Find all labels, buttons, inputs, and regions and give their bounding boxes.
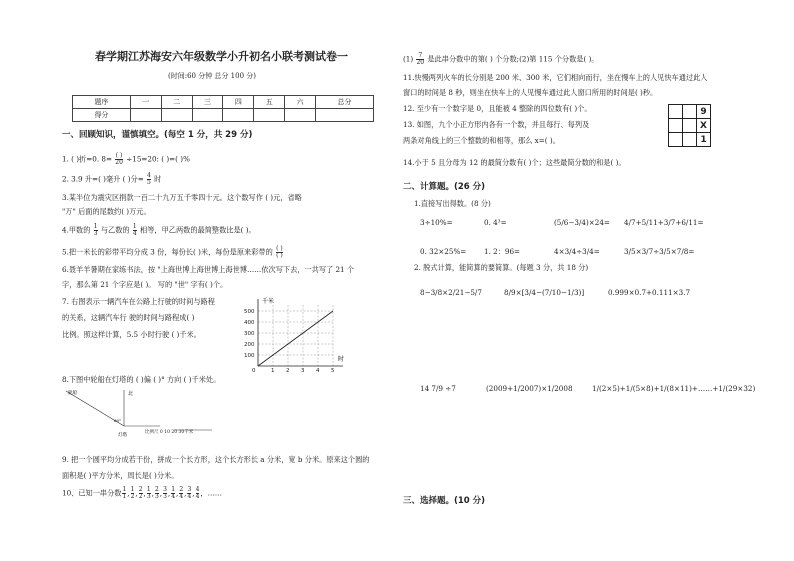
svg-text:400: 400 <box>244 320 255 326</box>
fraction: $\frac{2}{2}$ <box>138 486 143 500</box>
fraction: $\frac{1}{4}$ <box>171 486 176 500</box>
q12: 12. 至少有一个数字是 0，且能被 4 整除的四位数有( )个。 <box>403 104 592 113</box>
grid-cell: 9 <box>697 105 711 119</box>
page-subtitle: (时间:60 分钟 总分 100 分) <box>168 72 256 80</box>
section2-title: 二、计算题。(26 分) <box>403 182 486 192</box>
score-value-cell <box>254 109 285 122</box>
scale-label: 比例尺 0 10 20 30千米 <box>145 430 194 435</box>
calc1-title: 1.直接写出得数。(8 分) <box>414 199 491 208</box>
fraction: $\frac{1}{3}$ <box>146 486 151 500</box>
score-header-cell: 一 <box>130 96 161 109</box>
calc-item: 0. 32×25%= <box>420 247 467 256</box>
fraction: $\frac{2}{3}$ <box>154 486 159 500</box>
score-value-cell <box>285 109 316 122</box>
grid-cell <box>683 119 697 133</box>
svg-text:500: 500 <box>244 309 255 315</box>
svg-text:5: 5 <box>331 368 335 373</box>
score-header-cell: 三 <box>192 96 223 109</box>
q13-line2: 两条对角线上的三个整数的和相等，那么 x=( )。 <box>403 136 560 145</box>
score-value-cell: 得分 <box>73 109 131 122</box>
q5: 5.把一米长的彩带平均分成 3 份，每份长( )米，每份是原来彩带的 ( ) ( ) <box>62 245 283 259</box>
q7-line <box>258 311 333 366</box>
calc-item: 0.999×0.7+0.111×3.7 <box>608 288 691 297</box>
grid-cell <box>683 133 697 147</box>
grid-cell: 1 <box>697 133 711 147</box>
score-value-cell <box>161 109 192 122</box>
q7-distance-chart <box>238 293 358 373</box>
grid-cell: X <box>697 119 711 133</box>
svg-text:3: 3 <box>301 368 305 373</box>
calc-item: 4×3/4÷3/4= <box>554 247 600 256</box>
q14: 14.小于 5 且分母为 12 的最简分数有( )个；这些最简分数的和是( )。 <box>403 158 626 167</box>
q3-line1: 3.某半位为震灾区捐款一百二十九万五千零四十元。这个数写作 ( )元，省略 <box>62 193 302 202</box>
grid-cell <box>669 105 683 119</box>
tower-label: 灯塔 <box>118 433 127 438</box>
q1: 1. ( )折=0. 8= ( ) 20 ÷15=20: ( )=( )% <box>62 152 190 166</box>
q10: 10、已知一串分数 $\frac{1}{1}$ , $\frac{1}{2}$ , $\frac{2}{2}$ , $\frac{1}{3}$ , $\frac{2}{3}$ , $\frac{3}{3}$ , $\frac{1}{4}$ , $\frac{2}{4}$ , $\frac{3}{4}$ , $\frac{4}{4}$ ，…… <box>62 486 222 500</box>
score-header-cell: 总分 <box>316 96 374 109</box>
calc-item: (5/6−3/4)×24= <box>554 218 610 227</box>
score-header-cell: 五 <box>254 96 285 109</box>
q2: 2. 3.9 升=( )毫升 ( )分= $\frac{4}{5}$ 时 <box>62 172 162 186</box>
q8: 8.下图中轮船在灯塔的 ( )偏 ( )° 方向 ( )千米处。 <box>62 375 221 384</box>
fraction: $\frac{1}{1}$ <box>122 486 127 500</box>
score-header-cell: 六 <box>285 96 316 109</box>
q3-line2: "万" 后面的尾数约( )万元。 <box>62 207 151 216</box>
score-value-cell <box>192 109 223 122</box>
score-table <box>72 95 374 122</box>
q6-line1: 6.聂羊羊暑期在家练书法，按 "上海世博上海世博上海世博……依次写下去，一共写了 21 个 <box>62 265 355 274</box>
svg-text:0: 0 <box>252 368 256 373</box>
calc-item: (2009+1/2007)×1/2008 <box>486 384 573 393</box>
chart-xlabel: 时 <box>338 356 345 363</box>
score-header-cell: 二 <box>161 96 192 109</box>
score-value-cell <box>223 109 254 122</box>
q7-line3: 比例。照这样计算，5.5 小时行驶 ( )千米。 <box>62 330 201 339</box>
grid-cell <box>669 119 683 133</box>
angle-label: 60° <box>114 418 122 423</box>
fraction: $\frac{3}{3}$ <box>163 486 167 500</box>
grid-cell <box>669 133 683 147</box>
fraction: $\frac{2}{4}$ <box>179 486 184 500</box>
q13-line1: 13. 如图，九个小正方形内各有一个数，并且每行、每列及 <box>403 120 590 129</box>
svg-text:100: 100 <box>244 353 255 359</box>
q11-line2: 窗口的时间是 8 秒，则坐在快车上的人见慢车通过此人窗口所用的时间是( )秒。 <box>403 88 658 97</box>
svg-text:300: 300 <box>244 331 255 337</box>
svg-text:2: 2 <box>286 368 290 373</box>
svg-text:1: 1 <box>271 368 275 373</box>
calc-item: 1. 2：96= <box>484 247 521 256</box>
score-header-cell: 题序 <box>73 96 131 109</box>
calc2-title: 2. 脱式计算，能简算的要简算。(每题 3 分，共 18 分) <box>414 263 589 272</box>
svg-text:200: 200 <box>244 342 255 348</box>
grid-cell <box>683 105 697 119</box>
q7-line1: 7. 右图表示一辆汽车在公路上行驶的时间与路程 <box>62 297 215 306</box>
calc-item: 8/9×[3/4−(7/10−1/3)] <box>504 288 585 297</box>
page-title: 春学期江苏海安六年级数学小升初名小联考测试卷一 <box>95 50 348 63</box>
fraction: $\frac{3}{4}$ <box>187 486 192 500</box>
q11-line1: 11.快慢两列火车的长分别是 200 米、300 米，它们相向而行，坐在慢车上的人见快车通过此人 <box>403 73 708 82</box>
q10-cont: (1) $\frac{7}{20}$ 是此串分数中的第( ) 个分数;(2)第 115 个分数是( )。 <box>403 52 599 66</box>
calc-item: 14 7/9 ÷7 <box>420 384 456 393</box>
score-header-cell: 四 <box>223 96 254 109</box>
magic-square <box>668 104 711 147</box>
ship-label: 轮船 <box>68 391 77 396</box>
section3-title: 三、选择题。(10 分) <box>403 496 486 506</box>
score-value-cell <box>130 109 161 122</box>
svg-text:4: 4 <box>316 368 320 373</box>
calc-item: 4/7+5/11+3/7+6/11= <box>624 218 704 227</box>
q6-line2: 字，那么第 21 个字应是( )。 写的 "世" 字有( )个。 <box>62 280 228 289</box>
fraction: $\frac{4}{4}$ <box>195 486 200 500</box>
calc-item: 3/5×3/7÷3/5×7/8= <box>624 247 695 256</box>
section1-title: 一、回顾知识，谨慎填空。(每空 1 分，共 29 分) <box>62 130 253 140</box>
calc-item: 1/(2×5)+1/(5×8)+1/(8×11)+……+1/(29×32) <box>592 384 756 393</box>
chart-ylabel: 千米 <box>262 298 275 305</box>
calc-item: 3÷10%= <box>420 218 453 227</box>
fraction: $\frac{1}{2}$ <box>130 486 135 500</box>
q4: 4.甲数的 $\frac{1}{3}$ 与乙数的 $\frac{1}{4}$ 相等，甲乙两数的最简整数比是( )。 <box>62 223 256 237</box>
north-label: 北 <box>128 391 134 397</box>
calc-item: 8−3/8×2/21−5/7 <box>420 288 482 297</box>
q7-line2: 的关系，这辆汽车行 驶的时间与路程成( ) <box>62 313 195 322</box>
calc-item: 0. 4³= <box>484 218 507 227</box>
q9-line2: 面积是( )平方分米，周长是( )分米。 <box>62 471 179 480</box>
score-value-cell <box>316 109 374 122</box>
q9-line1: 9. 把一个圆平均分成若干份，拼成一个长方形，这个长方形长 a 分米，宽 b 分米。原来这个圆的 <box>62 455 370 464</box>
